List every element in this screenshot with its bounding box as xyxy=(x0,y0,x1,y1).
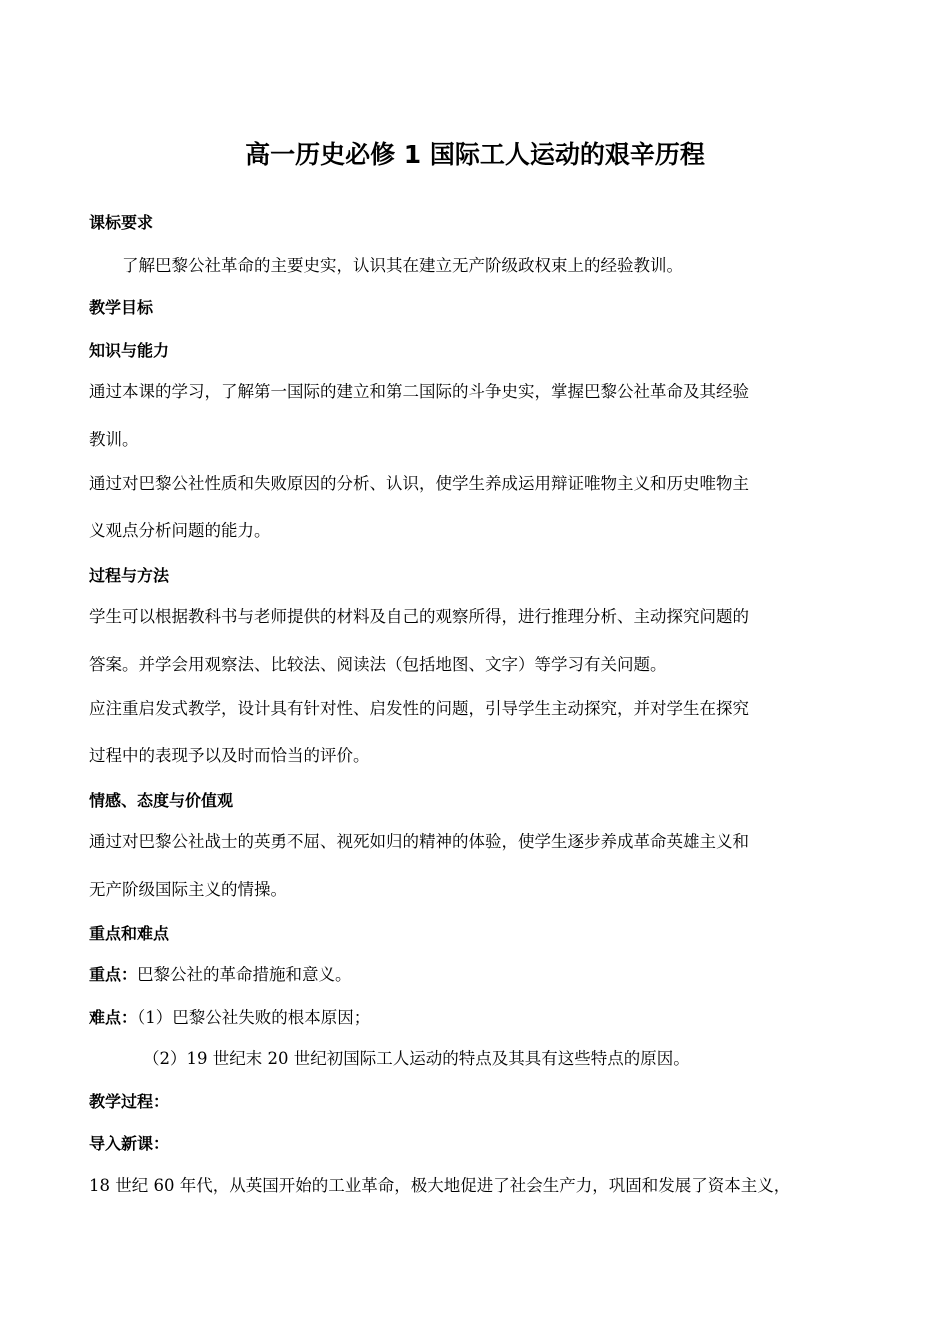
knowledge-p1-line1: 通过本课的学习，了解第一国际的建立和第二国际的斗争史实，掌握巴黎公社革命及其经验 xyxy=(89,382,749,401)
emotion-p1-line1: 通过对巴黎公社战士的英勇不屈、视死如归的精神的体验，使学生逐步养成革命英雄主义和 xyxy=(89,832,749,851)
heading-intro: 导入新课： xyxy=(89,1134,170,1153)
process-p1-line2: 答案。并学会用观察法、比较法、阅读法（包括地图、文字）等学习有关问题。 xyxy=(89,655,667,674)
key-point-label: 重点： xyxy=(89,965,138,984)
document-title: 高一历史必修 1 国际工人运动的艰辛历程 xyxy=(245,140,705,169)
key-point-line xyxy=(89,963,879,987)
emotion-p1-line2: 无产阶级国际主义的情操。 xyxy=(89,880,287,899)
heading-emotion: 情感、态度与价值观 xyxy=(89,791,234,810)
knowledge-p2-line2: 义观点分析问题的能力。 xyxy=(89,521,271,540)
curriculum-text: 了解巴黎公社革命的主要史实，认识其在建立无产阶级政权束上的经验教训。 xyxy=(122,256,683,275)
heading-curriculum: 课标要求 xyxy=(89,213,154,232)
difficult-point-2: （2）19 世纪末 20 世纪初国际工人运动的特点及其具有这些特点的原因。 xyxy=(143,1049,690,1068)
process-p2-line2: 过程中的表现予以及时而恰当的评价。 xyxy=(89,746,370,765)
knowledge-p1-line2: 教训。 xyxy=(89,430,139,449)
key-point-text: 巴黎公社的革命措施和意义。 xyxy=(137,965,352,984)
heading-knowledge: 知识与能力 xyxy=(89,341,170,360)
process-p1-line1: 学生可以根据教科书与老师提供的材料及自己的观察所得，进行推理分析、主动探究问题的 xyxy=(89,607,749,626)
knowledge-p2-line1: 通过对巴黎公社性质和失败原因的分析、认识，使学生养成运用辩证唯物主义和历史唯物主 xyxy=(89,474,749,493)
heading-process: 过程与方法 xyxy=(89,566,170,585)
difficult-point-label: 难点： xyxy=(89,1008,138,1027)
heading-teaching: 教学过程： xyxy=(89,1092,170,1111)
process-p2-line1: 应注重启发式教学，设计具有针对性、启发性的问题，引导学生主动探究，并对学生在探究 xyxy=(89,699,749,718)
intro-line1: 18 世纪 60 年代，从英国开始的工业革命，极大地促进了社会生产力，巩固和发展了资本主义， xyxy=(89,1176,791,1195)
heading-keypoints: 重点和难点 xyxy=(89,924,170,943)
heading-objectives: 教学目标 xyxy=(89,298,154,317)
difficult-point-1: （1）巴黎公社失败的根本原因； xyxy=(137,1008,371,1027)
difficult-point-line xyxy=(89,1006,879,1030)
